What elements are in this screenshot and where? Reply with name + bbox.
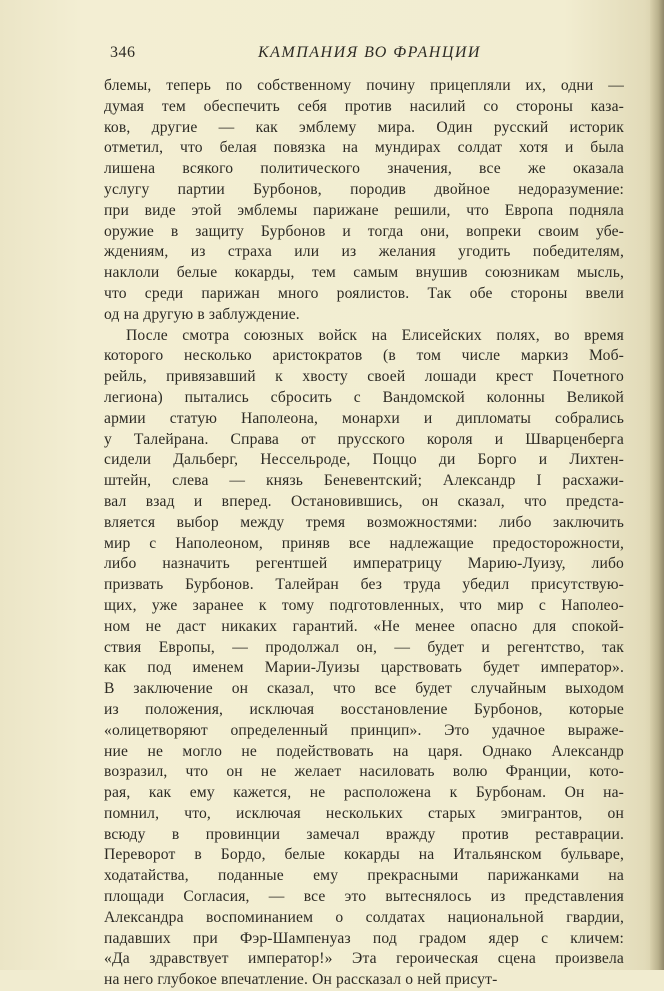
running-title: КАМПАНИЯ ВО ФРАНЦИИ bbox=[258, 44, 481, 61]
text-line: од на другую в заблуждение. bbox=[104, 305, 300, 323]
body-text bbox=[104, 76, 624, 991]
text-line: блемы, теперь по собственному почину прицепляли их, одни — bbox=[104, 77, 624, 94]
text-line: В заключение он сказал, что все будет случайным выходом bbox=[104, 680, 624, 698]
page-number: 346 bbox=[110, 44, 136, 61]
text-line: лишена всякого политического значения, все же оказала bbox=[104, 160, 624, 178]
text-line: мир с Наполеоном, приняв все надлежащие предосторожности, bbox=[104, 534, 624, 552]
text-line: легиона) пытались сбросить с Вандомской колонны Великой bbox=[104, 388, 624, 406]
text-line: ние не могло не подействовать на царя. Однако Александр bbox=[104, 742, 624, 760]
text-line: из положения, исключая восстановление Бурбонов, которые bbox=[104, 700, 624, 718]
text-line: что среди парижан много роялистов. Так обе стороны ввели bbox=[104, 284, 624, 302]
text-line: оружие в защиту Бурбонов и тогда они, вопреки своим убе- bbox=[104, 222, 624, 240]
text-line: площади Согласия, — все это вытеснялось из представления bbox=[104, 888, 624, 906]
text-line: помнил, что, исключая нескольких старых эмигрантов, он bbox=[104, 804, 624, 822]
text-line: либо назначить регентшей императрицу Марию-Луизу, либо bbox=[104, 555, 624, 573]
text-line: думая тем обеспечить себя против насилий со стороны каза- bbox=[104, 97, 624, 115]
text-line: падавших при Фэр-Шампенуаз под градом ядер с кличем: bbox=[104, 929, 624, 947]
text-line: щих, уже заранее к тому подготовленных, что мир с Наполео- bbox=[104, 596, 624, 614]
text-line: всюду в провинции замечал вражду против реставрации. bbox=[104, 825, 624, 843]
page-header bbox=[110, 44, 626, 66]
text-line: армии статую Наполеона, монархи и дипломаты собрались bbox=[104, 409, 624, 427]
text-line: сидели Дальберг, Нессельроде, Поццо ди Борго и Лихтен- bbox=[104, 451, 624, 469]
text-line: вляется выбор между тремя возможностями: либо заключить bbox=[104, 513, 624, 531]
text-line: наклоли белые кокарды, тем самым внушив союзникам мысль, bbox=[104, 264, 624, 282]
text-line: «олицетворяют определенный принцип». Это удачное выраже- bbox=[104, 721, 624, 739]
text-line: как под именем Марии-Луизы царствовать будет император». bbox=[104, 659, 624, 677]
text-line: ков, другие — как эмблему мира. Один русский историк bbox=[104, 118, 624, 136]
text-line: После смотра союзных войск на Елисейских полях, во время bbox=[126, 326, 624, 344]
text-line: Переворот в Бордо, белые кокарды на Итальянском бульваре, bbox=[104, 846, 624, 864]
text-line: ходатайства, поданные ему прекрасными парижанками на bbox=[104, 867, 624, 885]
text-line: вал взад и вперед. Остановившись, он сказал, что предста- bbox=[104, 492, 624, 510]
text-line: отметил, что белая повязка на мундирах солдат хотя и была bbox=[104, 139, 624, 157]
text-line: при виде этой эмблемы парижане решили, что Европа подняла bbox=[104, 201, 624, 219]
text-line: ждениям, из страха или из желания угодить победителям, bbox=[104, 243, 624, 261]
text-line: которого несколько аристократов (в том числе маркиз Моб- bbox=[104, 347, 624, 365]
text-line: ном не даст никаких гарантий. «Не менее опасно для спокой- bbox=[104, 617, 624, 635]
text-line: штейн, слева — князь Беневентский; Александр I расхажи- bbox=[104, 472, 624, 490]
text-line: возразил, что он не желает насиловать волю Франции, кото- bbox=[104, 763, 624, 781]
book-spine-shadow bbox=[650, 0, 664, 970]
text-line: у Талейрана. Справа от прусского короля и Шварценберга bbox=[104, 430, 624, 448]
text-line: на него глубокое впечатление. Он рассказал о ней присут- bbox=[104, 971, 498, 989]
text-line: «Да здравствует император!» Эта героическая сцена произвела bbox=[104, 950, 624, 968]
text-line: рая, как ему кажется, не расположена к Бурбонам. Он на- bbox=[104, 784, 624, 802]
text-line: рейль, привязавший к хвосту своей лошади крест Почетного bbox=[104, 368, 624, 386]
text-line: призвать Бурбонов. Талейран без труда убедил присутствую- bbox=[104, 576, 624, 594]
text-line: услугу партии Бурбонов, породив двойное недоразумение: bbox=[104, 180, 624, 198]
text-line: Александра воспоминанием о солдатах национальной гвардии, bbox=[104, 908, 624, 926]
text-line: ствия Европы, — продолжал он, — будет и регентство, так bbox=[104, 638, 624, 656]
